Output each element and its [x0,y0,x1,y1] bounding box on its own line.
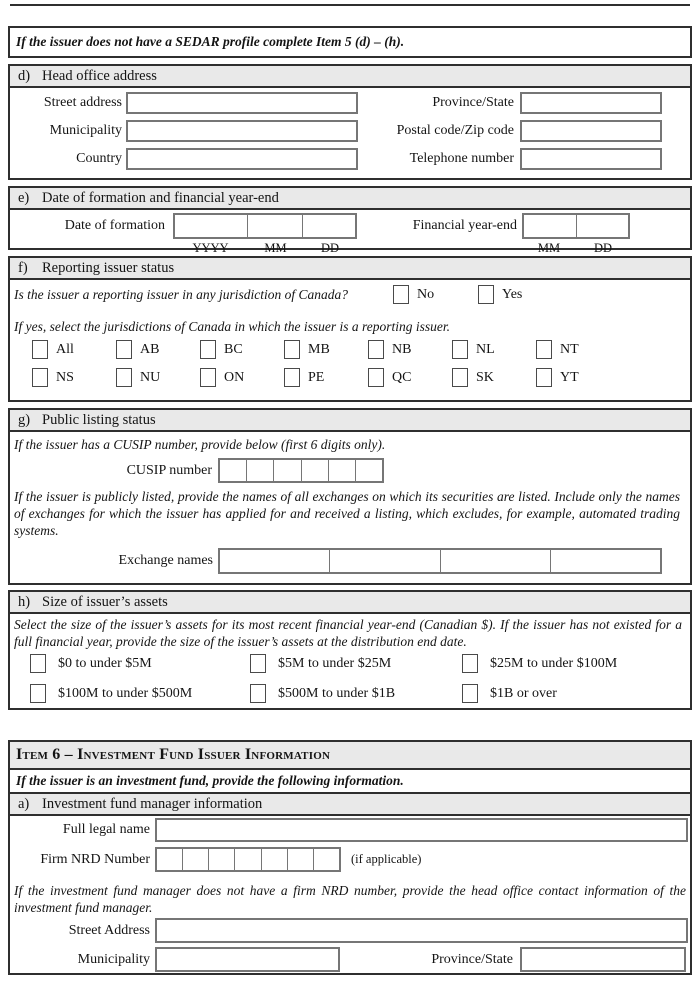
full-legal-name-label: Full legal name [62,822,150,837]
jurisdiction-label: NB [392,341,412,357]
cusip-field [218,458,384,483]
sedar-note-box [8,26,692,58]
asset-option [30,654,152,673]
jurisdiction-label: YT [560,369,579,385]
jurisdiction-label: NU [140,369,161,385]
nrd-cell-4[interactable] [235,849,261,870]
checkbox-ns[interactable] [32,368,48,387]
if-applicable-label: (if applicable) [351,852,422,866]
ifm-street-address-input[interactable] [155,918,688,943]
jurisdiction-item [32,340,74,359]
asset-option-label: $500M to under $1B [278,685,396,701]
ifm-province-state-input[interactable] [520,947,686,972]
jurisdiction-label: PE [308,369,325,385]
no-checkbox[interactable] [393,285,409,304]
fye-date-format-labels [522,241,630,256]
section-f-prefix: f) [18,260,28,276]
ifm-municipality-label: Municipality [77,952,150,967]
cusip-cell-4[interactable] [302,460,329,481]
fye-mm-cell[interactable] [524,215,577,237]
section-h [8,590,692,710]
postal-code-input[interactable] [520,120,662,142]
checkbox-pe[interactable] [284,368,300,387]
telephone-input[interactable] [520,148,662,170]
item6-note-row [10,770,690,794]
formation-yyyy-cell[interactable] [175,215,248,237]
asset-size-note: Select the size of the issuer’s assets for its most recent financial year-end (Canadian $). If the issuer has not existed for a full financial year, provide the size of the issuer’s assets at the distribution end date. [14,617,682,649]
jurisdiction-item [368,368,411,387]
exchange-name-input-2[interactable] [330,550,440,572]
section-h-prefix: h) [18,594,31,610]
cusip-cell-5[interactable] [329,460,356,481]
nrd-cell-2[interactable] [183,849,209,870]
page-top-rule [10,4,690,6]
checkbox-mb[interactable] [284,340,300,359]
jurisdiction-item [452,368,494,387]
jurisdiction-label: AB [140,341,160,357]
jurisdiction-label: ON [224,369,245,385]
exchange-name-input-4[interactable] [551,550,660,572]
section-g-prefix: g) [18,412,31,428]
section-e-prefix: e) [18,190,30,206]
firm-nrd-number-label: Firm NRD Number [40,852,150,867]
asset-option [250,654,391,673]
jurisdiction-label: MB [308,341,330,357]
jurisdiction-item [452,340,495,359]
checkbox-25m-100m[interactable] [462,654,478,673]
section-g-title: Public listing status [42,412,156,428]
ifm-municipality-input[interactable] [155,947,340,972]
jurisdiction-item [284,340,330,359]
exchange-names-field [218,548,662,574]
financial-year-end-field [522,213,630,239]
yyyy-label: YYYY [192,241,229,255]
firm-nrd-number-field [155,847,341,872]
exchange-note: If the issuer is publicly listed, provide the names of all exchanges on which its securities are listed. Include only the names of exchanges for which the issuer has applied for and received a listing, which excludes, for example, automated trading systems. [14,489,680,538]
if-yes-note: If yes, select the jurisdictions of Canada in which the issuer is a reporting issuer. [14,319,450,334]
street-address-label: Street address [43,95,122,110]
yes-label: Yes [502,287,523,302]
checkbox-yt[interactable] [536,368,552,387]
jurisdiction-item [200,340,243,359]
checkbox-sk[interactable] [452,368,468,387]
nrd-cell-5[interactable] [262,849,288,870]
province-state-label: Province/State [432,95,514,110]
full-legal-name-input[interactable] [155,818,688,842]
ifm-street-address-label: Street Address [68,923,150,938]
checkbox-nu[interactable] [116,368,132,387]
cusip-cell-1[interactable] [220,460,247,481]
item6-sub-a-prefix: a) [18,796,30,812]
jurisdiction-item [284,368,324,387]
asset-option-label: $0 to under $5M [58,655,152,671]
formation-mm-cell[interactable] [248,215,302,237]
asset-option-label: $100M to under $500M [58,685,193,701]
asset-option [462,684,557,703]
cusip-label: CUSIP number [126,463,212,478]
item6-sub-a-title: Investment fund manager information [42,796,263,812]
section-d-header [10,66,690,88]
jurisdiction-item [536,340,579,359]
asset-option-label: $5M to under $25M [278,655,392,671]
nrd-cell-7[interactable] [314,849,339,870]
section-d-title: Head office address [42,68,157,84]
nrd-cell-1[interactable] [157,849,183,870]
checkbox-all[interactable] [32,340,48,359]
cusip-note: If the issuer has a CUSIP number, provide below (first 6 digits only). [14,437,386,452]
yes-checkbox[interactable] [478,285,494,304]
jurisdiction-item [536,368,579,387]
province-state-input[interactable] [520,92,662,114]
reporting-issuer-question: Is the issuer a reporting issuer in any jurisdiction of Canada? [14,287,348,302]
item6-sub-a-header [10,794,690,816]
street-address-input[interactable] [126,92,358,114]
section-g-header [10,410,690,432]
financial-year-end-label: Financial year-end [412,218,517,233]
formation-dd-cell[interactable] [303,215,355,237]
checkbox-nt[interactable] [536,340,552,359]
date-of-formation-label: Date of formation [64,218,165,233]
section-e-title: Date of formation and financial year-end [42,190,279,206]
country-input[interactable] [126,148,358,170]
checkbox-nb[interactable] [368,340,384,359]
municipality-label: Municipality [49,123,122,138]
section-g [8,408,692,585]
exchange-names-label: Exchange names [118,553,213,568]
jurisdiction-item [200,368,244,387]
fye-dd-label: DD [593,241,613,255]
telephone-label: Telephone number [409,151,514,166]
section-f-header [10,258,690,280]
checkbox-ab[interactable] [116,340,132,359]
jurisdiction-label: QC [392,369,412,385]
dd-label: DD [320,241,340,255]
checkbox-bc[interactable] [200,340,216,359]
formation-date-format-labels [173,241,357,256]
section-d [8,64,692,180]
postal-code-label: Postal code/Zip code [396,123,514,138]
exchange-name-input-3[interactable] [441,550,551,572]
cusip-cell-6[interactable] [356,460,382,481]
jurisdiction-label: SK [476,369,494,385]
jurisdiction-label: NL [476,341,495,357]
checkbox-nl[interactable] [452,340,468,359]
sedar-note: If the issuer does not have a SEDAR profile complete Item 5 (d) – (h). [16,34,405,49]
asset-option-label: $1B or over [490,685,557,701]
municipality-input[interactable] [126,120,358,142]
jurisdiction-label: NS [56,369,74,385]
item6-note: If the issuer is an investment fund, provide the following information. [16,773,404,788]
section-e-header [10,188,690,210]
jurisdiction-label: BC [224,341,243,357]
exchange-name-input-1[interactable] [220,550,330,572]
section-f-title: Reporting issuer status [42,260,175,276]
checkbox-500m-1b[interactable] [250,684,266,703]
checkbox-1b-over[interactable] [462,684,478,703]
jurisdiction-item [32,368,74,387]
cusip-cell-3[interactable] [274,460,301,481]
mm-label: MM [264,241,287,255]
cusip-cell-2[interactable] [247,460,274,481]
jurisdiction-item [368,340,411,359]
asset-option [462,654,617,673]
fye-dd-cell[interactable] [577,215,629,237]
checkbox-on[interactable] [200,368,216,387]
checkbox-qc[interactable] [368,368,384,387]
no-label: No [417,287,435,302]
asset-option [250,684,395,703]
nrd-cell-3[interactable] [209,849,235,870]
country-label: Country [76,151,122,166]
jurisdiction-item [116,368,160,387]
checkbox-0-5m[interactable] [30,654,46,673]
checkbox-5m-25m[interactable] [250,654,266,673]
item6-section [8,740,692,975]
date-of-formation-field [173,213,357,239]
jurisdiction-item [116,340,159,359]
no-nrd-note: If the investment fund manager does not have a firm NRD number, provide the head office contact information of the investment fund manager. [14,883,686,915]
section-f [8,256,692,402]
nrd-cell-6[interactable] [288,849,314,870]
fye-mm-label: MM [537,241,561,255]
jurisdiction-label: All [56,341,74,357]
checkbox-100m-500m[interactable] [30,684,46,703]
item6-header: Item 6 – Investment Fund Issuer Information [10,742,690,770]
asset-option [30,684,192,703]
asset-option-label: $25M to under $100M [490,655,618,671]
section-h-title: Size of issuer’s assets [42,594,168,610]
ifm-province-state-label: Province/State [431,952,513,967]
section-h-header [10,592,690,614]
section-e [8,186,692,255]
jurisdiction-label: NT [560,341,579,357]
section-d-prefix: d) [18,68,31,84]
